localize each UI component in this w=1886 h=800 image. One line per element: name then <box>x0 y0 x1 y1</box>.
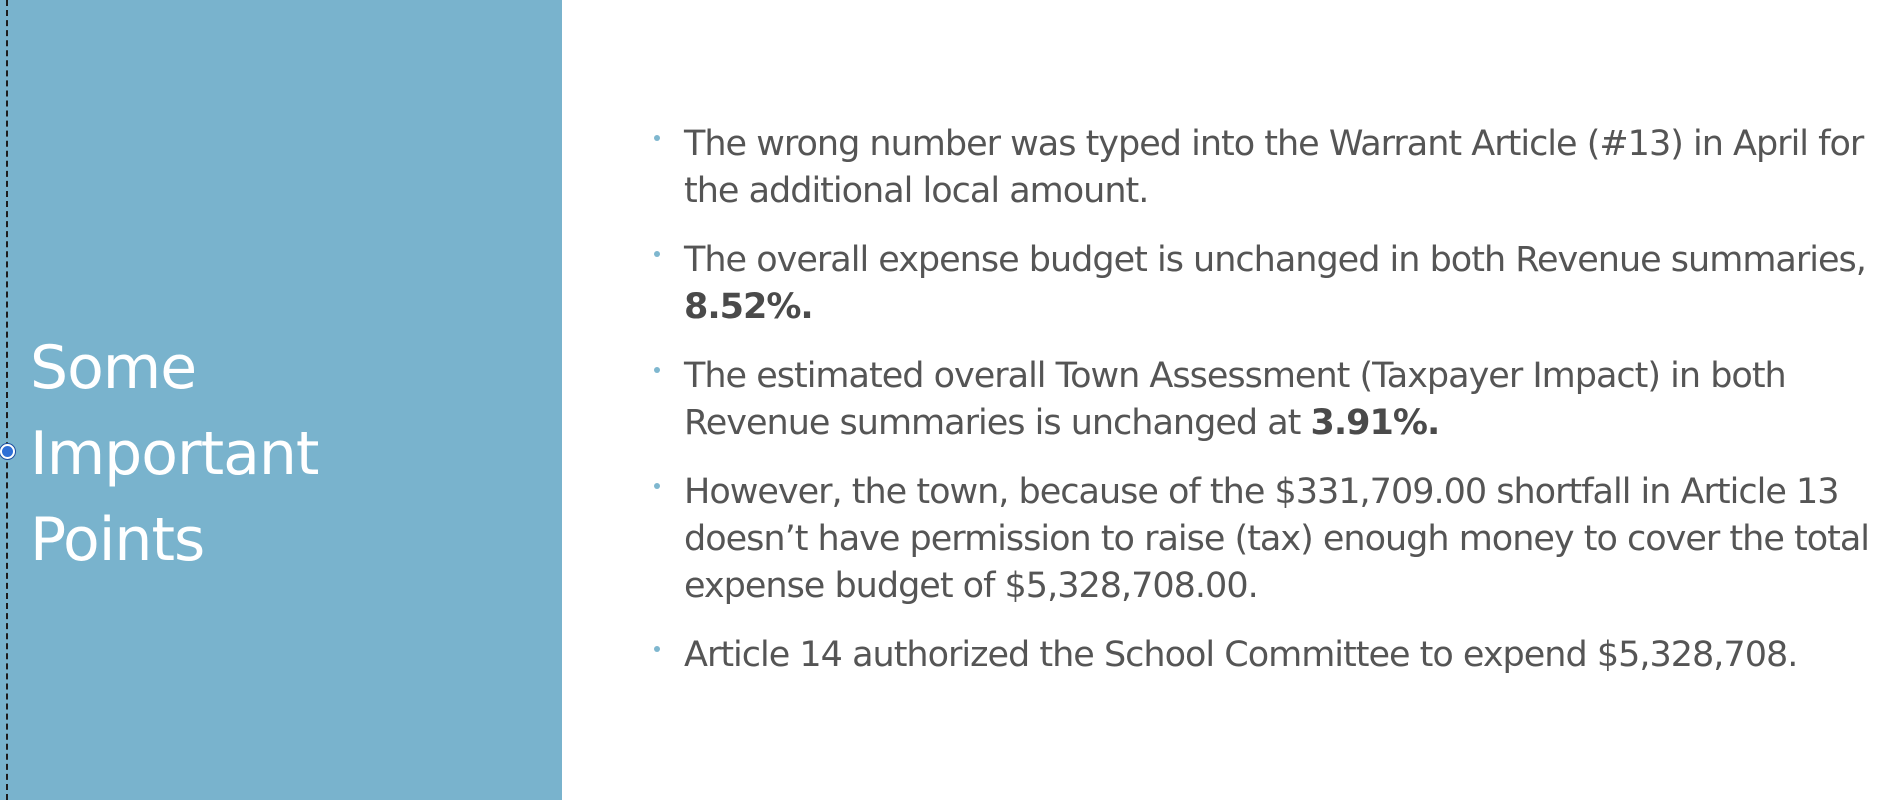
bullet-body: The wrong number was typed into the Warrant Article (#13) in April for the additional local amount. <box>684 124 1864 211</box>
bullet-icon <box>654 646 660 652</box>
slide-title-line-1: Some <box>30 333 197 403</box>
slide-title <box>30 325 550 583</box>
bullet-body: However, the town, because of the $331,709.00 shortfall in Article 13 doesn’t have permission to raise (tax) enough money to cover the total expense budget of $5,328,708.00. <box>684 472 1870 606</box>
bullet-item <box>652 469 1878 610</box>
bullet-text <box>684 356 1786 443</box>
bullet-emphasis: 3.91%. <box>1310 403 1440 443</box>
bullet-text <box>684 124 1863 211</box>
bullet-item <box>652 237 1878 331</box>
bullet-body: Article 14 authorized the School Committee to expend $5,328,708. <box>684 635 1798 675</box>
bullet-item <box>652 121 1878 215</box>
bullet-list <box>652 121 1878 701</box>
slide-title-line-2: Important <box>30 419 319 489</box>
bullet-text <box>684 240 1866 327</box>
bullet-text <box>684 635 1797 675</box>
bullet-icon <box>654 135 660 141</box>
slide-title-line-3: Points <box>30 505 205 575</box>
bullet-body: The overall expense budget is unchanged in both Revenue summaries, <box>684 240 1866 280</box>
selection-border <box>6 0 8 800</box>
bullet-emphasis: 8.52%. <box>684 287 813 327</box>
bullet-item <box>652 353 1878 447</box>
bullet-icon <box>654 483 660 489</box>
bullet-body: The estimated overall Town Assessment (Taxpayer Impact) in both Revenue summaries is unchanged at <box>684 356 1786 443</box>
bullet-item <box>652 632 1878 679</box>
bullet-text <box>684 472 1869 606</box>
bullet-icon <box>654 367 660 373</box>
bullet-icon <box>654 251 660 257</box>
resize-handle[interactable] <box>0 444 15 459</box>
